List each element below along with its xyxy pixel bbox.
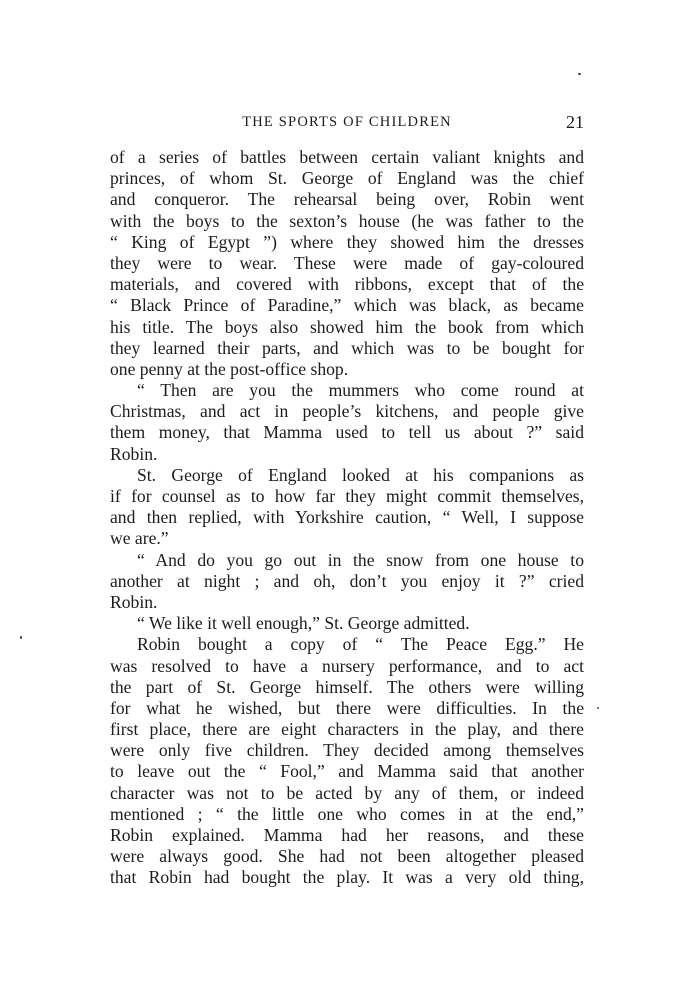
- text-line: “ Then are you the mummers who come round at: [137, 380, 584, 401]
- text-line: the part of St. George himself. The others were willing: [110, 676, 584, 697]
- text-line: princes, of whom St. George of England was the chief: [110, 168, 584, 189]
- text-line: to leave out the “ Fool,” and Mamma said that another: [110, 761, 584, 782]
- text-line: Robin bought a copy of “ The Peace Egg.” He: [137, 634, 584, 655]
- text-line: they were to wear. These were made of gay-coloured: [110, 252, 584, 273]
- text-line: for what he wished, but there were difficulties. In the: [110, 697, 584, 718]
- text-line: if for counsel as to how far they might commit themselves,: [110, 486, 584, 506]
- text-line: and then replied, with Yorkshire caution, “ Well, I suppose: [110, 507, 584, 528]
- text-line: character was not to be acted by any of them, or indeed: [110, 782, 584, 803]
- running-title: THE SPORTS OF CHILDREN: [242, 114, 452, 130]
- text-line: were always good. She had not been altogether pleased: [110, 846, 584, 867]
- text-line: was resolved to have a nursery performance, and to act: [110, 655, 584, 676]
- text-line: materials, and covered with ribbons, except that of the: [110, 274, 584, 295]
- body-text: [110, 147, 584, 889]
- text-line: St. George of England looked at his companions as: [137, 464, 584, 485]
- text-line: with the boys to the sexton’s house (he was father to the: [110, 210, 584, 231]
- text-line: and conqueror. The rehearsal being over, Robin went: [110, 189, 584, 210]
- text-line: another at night ; and oh, don’t you enjoy it ?” cried: [110, 570, 584, 591]
- text-line: “ And do you go out in the snow from one house to: [137, 549, 584, 570]
- print-speck: [578, 73, 581, 75]
- text-line: Robin.: [110, 591, 158, 612]
- text-line: Robin.: [110, 443, 158, 464]
- text-line: Robin explained. Mamma had her reasons, and these: [110, 825, 584, 845]
- text-line: that Robin had bought the play. It was a very old thing,: [110, 867, 584, 888]
- print-speck: [597, 707, 599, 709]
- print-speck: [20, 636, 22, 639]
- text-line: “ Black Prince of Paradine,” which was black, as became: [110, 295, 584, 316]
- text-line: were only five children. They decided among themselves: [110, 740, 584, 761]
- text-line: we are.”: [110, 528, 169, 549]
- page-number: 21: [566, 112, 584, 132]
- text-line: “ King of Egypt ”) where they showed him the dresses: [110, 231, 584, 252]
- page-header: [110, 114, 584, 134]
- text-line: of a series of battles between certain valiant knights and: [110, 147, 584, 167]
- text-line: they learned their parts, and which was to be bought for: [110, 337, 584, 358]
- text-line: Christmas, and act in people’s kitchens, and people give: [110, 401, 584, 422]
- text-line: first place, there are eight characters in the play, and there: [110, 719, 584, 740]
- text-line: “ We like it well enough,” St. George admitted.: [137, 613, 470, 634]
- text-line: mentioned ; “ the little one who comes in at the end,”: [110, 803, 584, 824]
- text-line: his title. The boys also showed him the book from which: [110, 316, 584, 337]
- text-line: them money, that Mamma used to tell us about ?” said: [110, 422, 584, 443]
- text-line: one penny at the post-office shop.: [110, 358, 349, 379]
